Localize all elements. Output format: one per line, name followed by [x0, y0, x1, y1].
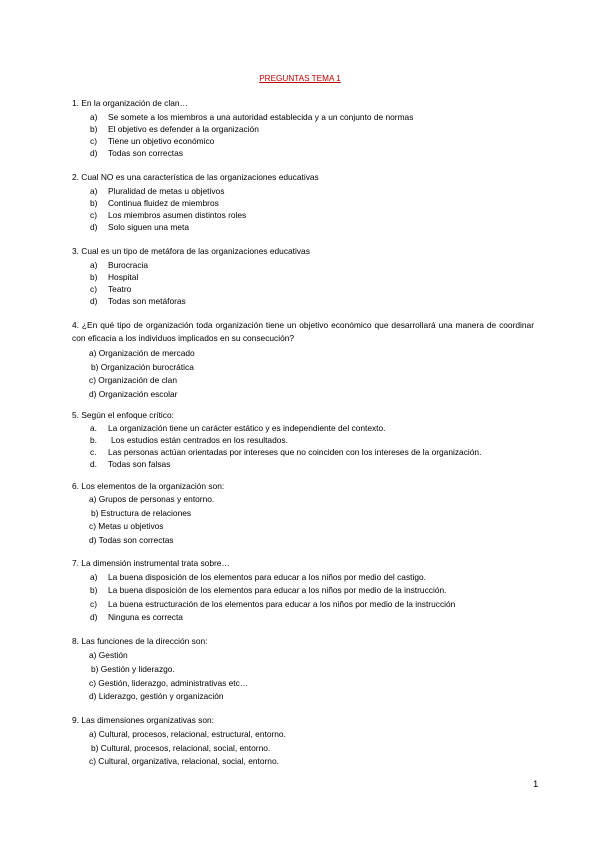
- option-text: Los estudios están centrados en los resultados.: [111, 435, 288, 445]
- option-label: b): [90, 585, 98, 595]
- question-9: 9. Las dimensiones organizativas son:: [72, 715, 214, 725]
- option-label: b): [90, 272, 98, 282]
- option-label: d): [90, 296, 98, 306]
- list-item: c) Gestión, liderazgo, administrativas etc…: [89, 678, 249, 688]
- list-item: b) Estructura de relaciones: [91, 508, 192, 518]
- option-label: c): [90, 284, 97, 294]
- option-text: Se somete a los miembros a una autoridad establecida y a un conjunto de normas: [108, 112, 414, 122]
- option-text: Todas son correctas: [108, 148, 183, 158]
- list-item: d) Organización escolar: [89, 389, 178, 399]
- list-item: d) Todas son correctas: [89, 535, 174, 545]
- list-item: a) Organización de mercado: [89, 348, 195, 358]
- option-text: La buena disposición de los elementos para educar a los niños por medio del castigo.: [108, 572, 426, 582]
- page-title: PREGUNTAS TEMA 1: [259, 74, 341, 83]
- list-item: d) Liderazgo, gestión y organización: [89, 691, 224, 701]
- list-item: c) Organización de clan: [89, 375, 177, 385]
- option-label: a): [90, 572, 98, 582]
- question-5: 5. Según el enfoque crítico:: [72, 410, 174, 420]
- option-text: Hospital: [108, 272, 139, 282]
- list-item: a) Cultural, procesos, relacional, estructural, entorno.: [89, 729, 286, 739]
- option-text: Pluralidad de metas u objetivos: [108, 186, 225, 196]
- option-text: La buena estructuración de los elementos para educar a los niños por medio de la instrucción: [108, 599, 456, 609]
- option-label: b.: [90, 435, 97, 445]
- option-label: c): [90, 210, 97, 220]
- list-item: a) Gestión: [89, 650, 128, 660]
- list-item: c) Metas u objetivos: [89, 521, 164, 531]
- option-text: Continua fluidez de miembros: [108, 198, 219, 208]
- question-4: 4. ¿En qué tipo de organización toda organización tiene un objetivo económico que desarrollará una manera de coordinar con eficacia a los individuos implicados en su consecución?: [72, 320, 534, 343]
- option-text: La buena disposición de los elementos para educar a los niños por medio de la instrucción.: [108, 585, 447, 595]
- question-7: 7. La dimensión instrumental trata sobre…: [72, 558, 230, 568]
- option-label: a): [90, 260, 98, 270]
- question-6: 6. Los elementos de la organización son:: [72, 481, 225, 491]
- question-2: 2. Cual NO es una característica de las organizaciones educativas: [72, 172, 319, 182]
- option-label: d.: [90, 459, 97, 469]
- option-text: La organización tiene un carácter estático y es independiente del contexto.: [108, 423, 386, 433]
- option-label: b): [90, 124, 98, 134]
- option-text: Burocracia: [108, 260, 149, 270]
- option-label: a.: [90, 423, 97, 433]
- list-item: b) Organización burocrática: [91, 362, 194, 372]
- question-3: 3. Cual es un tipo de metáfora de las organizaciones educativas: [72, 246, 310, 256]
- option-text: Todas son metáforas: [108, 296, 186, 306]
- option-text: Todas son falsas: [108, 459, 171, 469]
- option-text: Ninguna es correcta: [108, 612, 183, 622]
- option-text: Solo siguen una meta: [108, 222, 190, 232]
- list-item: b) Cultural, procesos, relacional, social, entorno.: [91, 743, 271, 753]
- option-text: Las personas actúan orientadas por intereses que no coinciden con los intereses de la organización.: [108, 447, 482, 457]
- question-1: 1. En la organización de clan…: [72, 98, 188, 108]
- option-text: Teatro: [108, 284, 132, 294]
- list-item: c) Cultural, organizativa, relacional, social, entorno.: [89, 756, 279, 766]
- option-label: c): [90, 136, 97, 146]
- option-text: El objetivo es defender a la organización: [108, 124, 259, 134]
- option-label: b): [90, 198, 98, 208]
- option-label: c.: [90, 447, 97, 457]
- option-label: c): [90, 599, 97, 609]
- page-number: 1: [533, 779, 539, 790]
- question-8: 8. Las funciones de la dirección son:: [72, 636, 208, 646]
- option-label: a): [90, 186, 98, 196]
- option-label: d): [90, 612, 98, 622]
- option-label: d): [90, 222, 98, 232]
- option-text: Tiene un objetivo económico: [108, 136, 215, 146]
- list-item: b) Gestión y liderazgo.: [91, 664, 175, 674]
- option-text: Los miembros asumen distintos roles: [108, 210, 247, 220]
- option-label: d): [90, 148, 98, 158]
- list-item: a) Grupos de personas y entorno.: [89, 494, 215, 504]
- option-label: a): [90, 112, 98, 122]
